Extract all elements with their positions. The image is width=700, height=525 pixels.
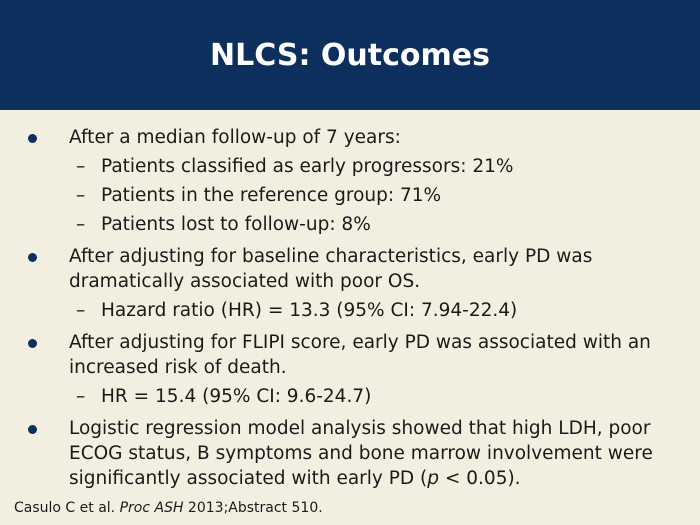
slide-title: NLCS: Outcomes (210, 37, 490, 73)
dash-marker: – (76, 214, 86, 235)
bullet-text (69, 418, 653, 489)
sub-bullet-item (0, 298, 700, 323)
bullet-text: After adjusting for FLIPI score, early PD was associated with an increased risk of death. (69, 332, 651, 378)
citation (14, 500, 323, 516)
dash-marker: – (76, 386, 86, 407)
slide-body (0, 118, 700, 491)
citation-author: Casulo C et al. (14, 500, 120, 516)
sub-bullet-item (0, 384, 700, 409)
dash-marker: – (76, 156, 86, 177)
dash-marker: – (76, 300, 86, 321)
bullet-dot-icon (28, 253, 37, 262)
sub-bullet-text: Patients classified as early progressors: 21% (101, 156, 514, 177)
slide-header (0, 0, 700, 110)
sub-bullet-item (0, 183, 700, 208)
bullet-item (0, 244, 700, 294)
sub-bullet-text: Hazard ratio (HR) = 13.3 (95% CI: 7.94-22.4) (101, 300, 518, 321)
bullet-item (0, 416, 700, 491)
bullet-text-part: Logistic regression model analysis showed that high LDH, poor ECOG status, B symptoms and bone marrow involvement were significantly associated with early PD ( (69, 418, 653, 489)
bullet-text-part: < 0.05). (439, 468, 521, 489)
bullet-text: After a median follow-up of 7 years: (69, 127, 401, 148)
dash-marker: – (76, 185, 86, 206)
sub-bullet-item (0, 212, 700, 237)
bullet-text: After adjusting for baseline characteristics, early PD was dramatically associated with poor OS. (69, 246, 593, 292)
bullet-dot-icon (28, 425, 37, 434)
p-value-symbol: p (427, 468, 440, 489)
sub-bullet-item (0, 154, 700, 179)
bullet-dot-icon (28, 134, 37, 143)
bullet-item (0, 125, 700, 150)
sub-bullet-text: Patients in the reference group: 71% (101, 185, 442, 206)
bullet-dot-icon (28, 339, 37, 348)
sub-bullet-text: Patients lost to follow-up: 8% (101, 214, 371, 235)
citation-journal: Proc ASH (119, 500, 184, 516)
citation-details: 2013;Abstract 510. (183, 500, 323, 516)
sub-bullet-text: HR = 15.4 (95% CI: 9.6-24.7) (101, 386, 372, 407)
bullet-item (0, 330, 700, 380)
